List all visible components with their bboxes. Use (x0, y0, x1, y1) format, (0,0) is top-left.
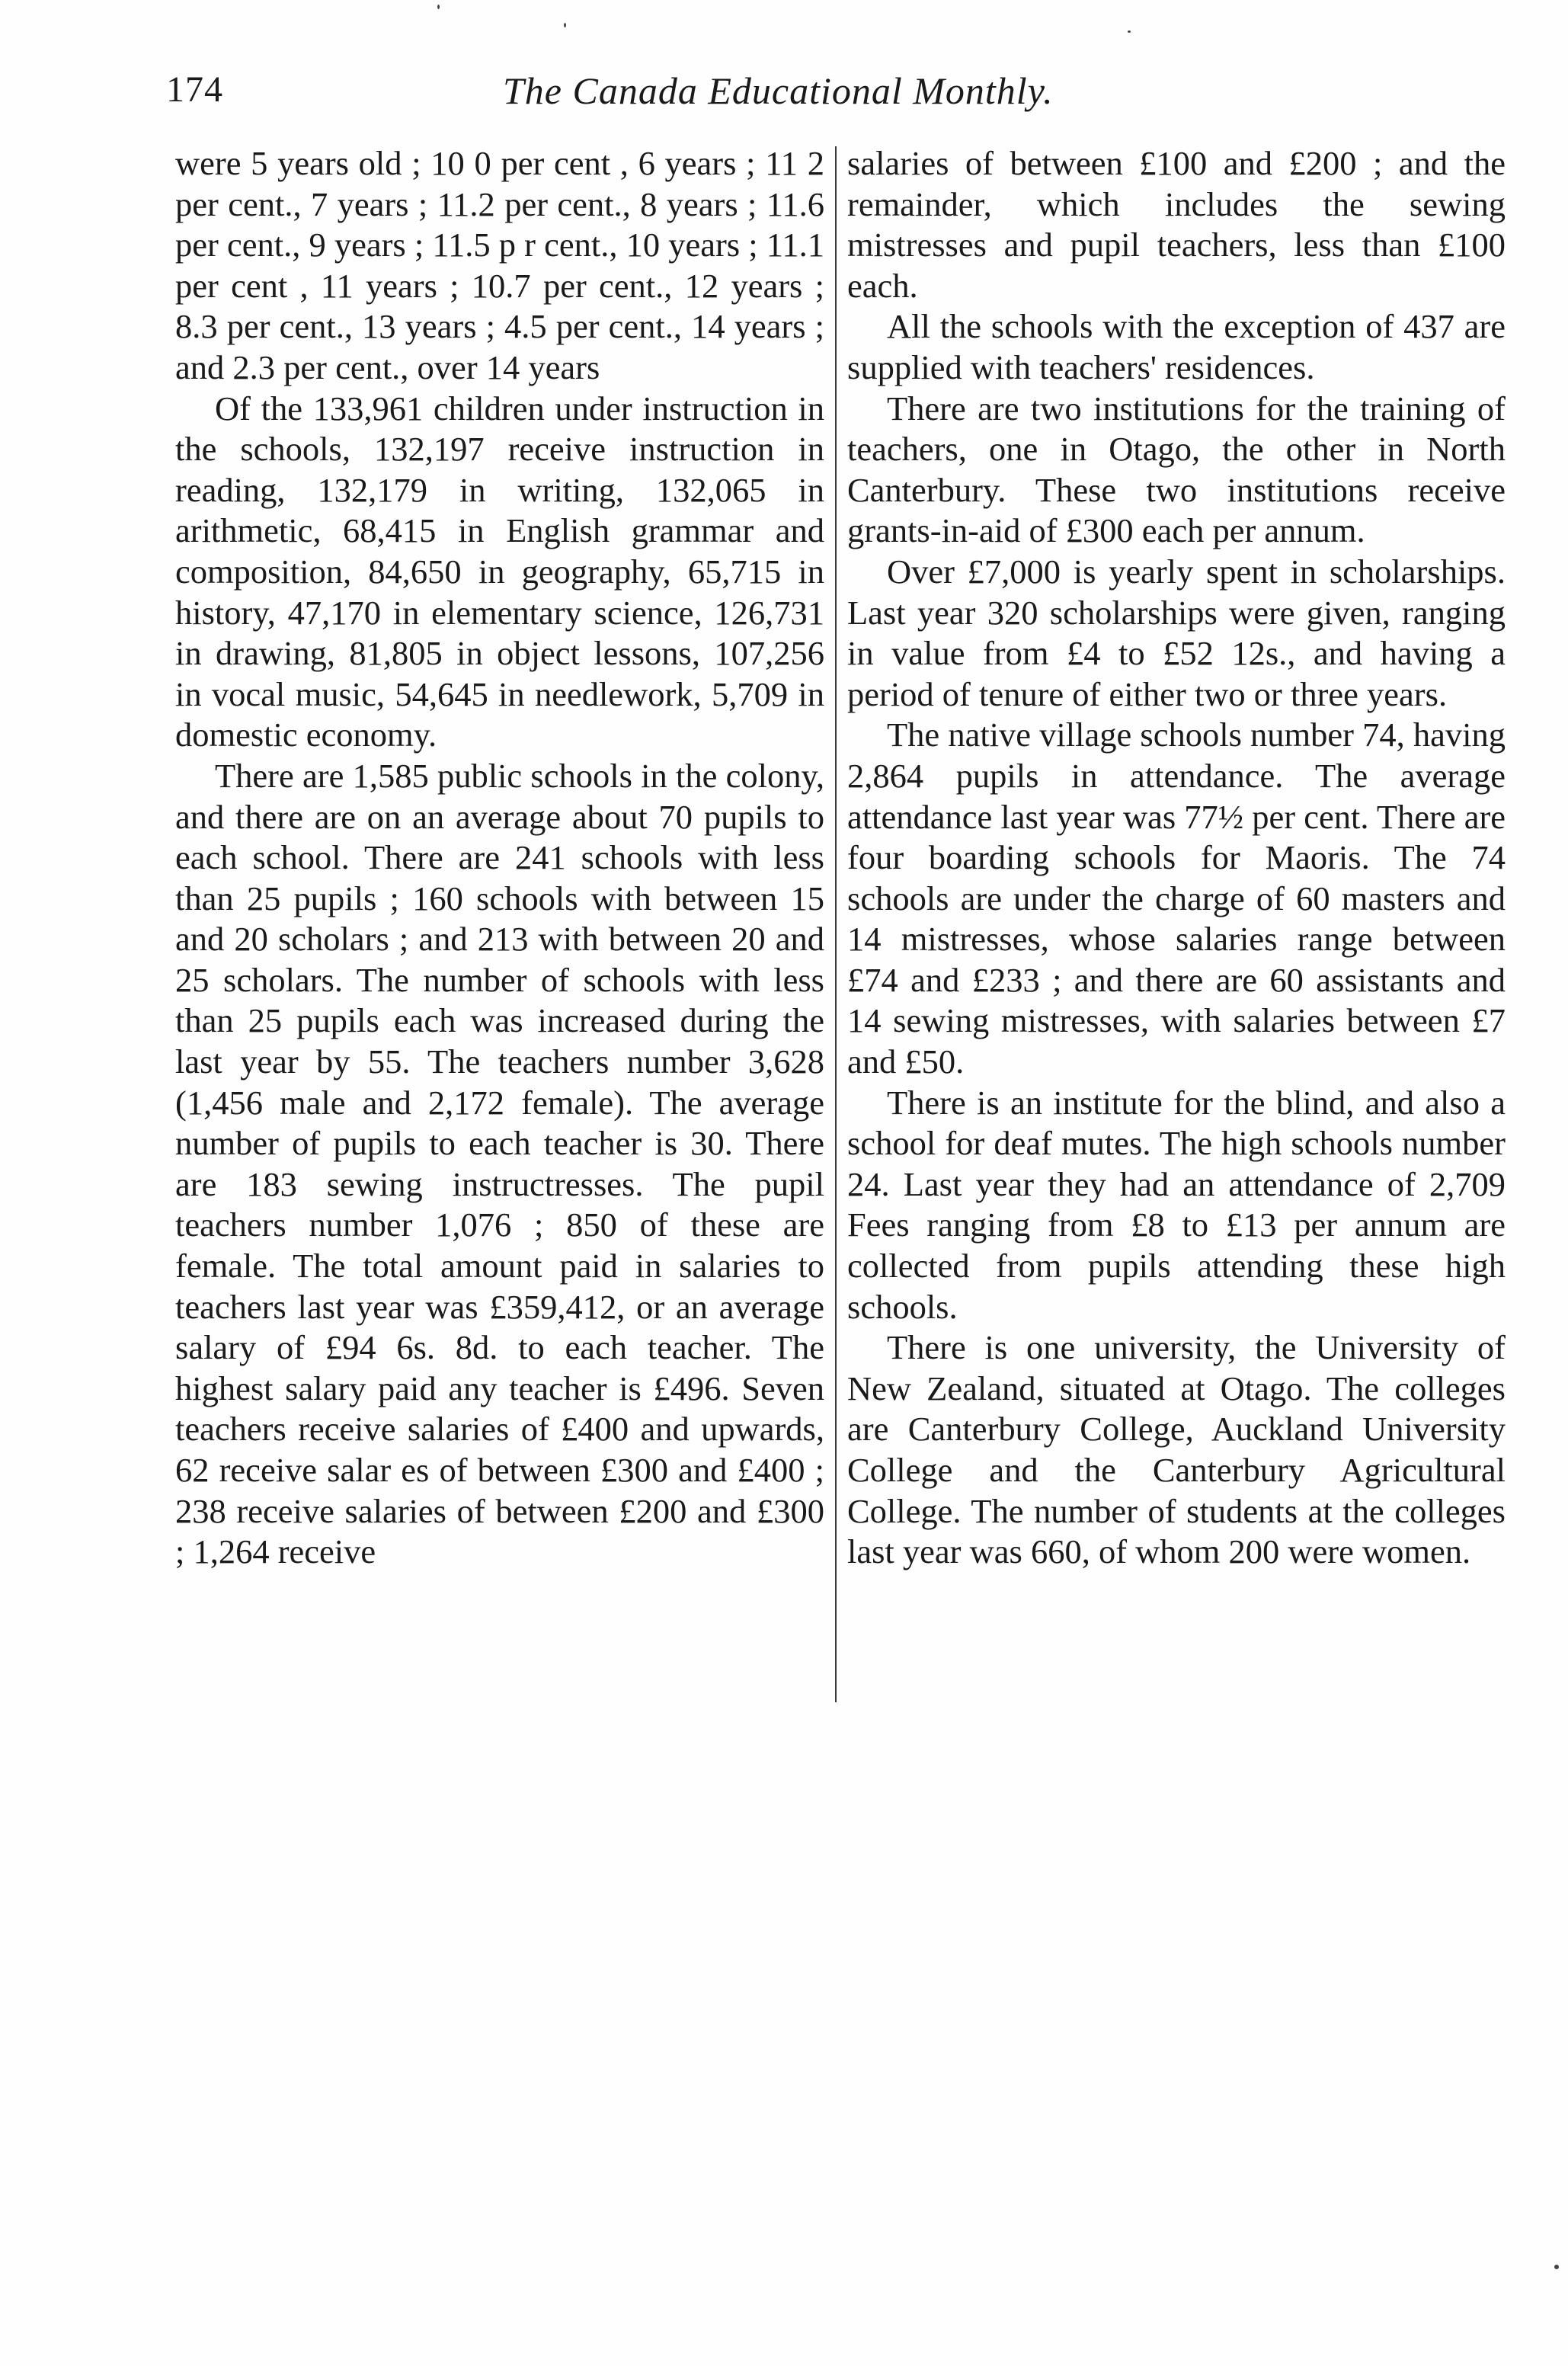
running-title: The Canada Educational Monthly. (503, 69, 1054, 112)
scan-speck (1554, 2265, 1559, 2269)
right-column (847, 143, 1506, 1573)
scan-speck (437, 5, 440, 9)
paragraph: Over £7,000 is yearly spent in scholarships. Last year 320 scholarships were given, ranging in value from £4 to £52 12s., and having a period of tenure of either two or three years. (847, 552, 1506, 713)
paragraph: Of the 133,961 children under instruction in the schools, 132,197 receive instruction in reading, 132,179 in writing, 132,065 in arithmetic, 68,415 in English grammar and composition, 84,650 in geography, 65,715 in history, 47,170 in elementary science, 126,731 in drawing, 81,805 in object lessons, 107,256 in vocal music, 54,645 in needlework, 5,709 in domestic economy. (175, 389, 824, 754)
left-column (175, 143, 824, 1573)
paragraph: There is one university, the University of New Zealand, situated at Otago. The colleges are Canterbury College, Auckland University College and the Canterbury Agricultural College. The number of students at the colleges last year was 660, of whom 200 were women. (847, 1328, 1506, 1571)
page-number: 174 (166, 69, 223, 110)
column-divider (835, 146, 837, 1702)
paragraph: There is an institute for the blind, and also a school for deaf mutes. The high schools number 24. Last year they had an attendance of 2,709 Fees ranging from £8 to £13 per annum are collected from pupils attending these high schools. (847, 1083, 1506, 1326)
paragraph: All the schools with the exception of 437 are supplied with teachers' residences. (847, 307, 1506, 386)
paragraph: The native village schools number 74, having 2,864 pupils in attendance. The average attendance last year was 77½ per cent. There are four boarding schools for Maoris. The 74 schools are under the charge of 60 masters and 14 mistresses, whose salaries range between £74 and £233 ; and there are 60 assistants and 14 sewing mistresses, with salaries between £7 and £50. (847, 716, 1506, 1081)
scan-speck (564, 23, 566, 27)
paragraph: salaries of between £100 and £200 ; and the remainder, which includes the sewing mistresses and pupil teachers, less than £100 each. (847, 144, 1506, 305)
page-header (0, 59, 1568, 120)
paragraph: There are 1,585 public schools in the colony, and there are on an average about 70 pupils to each school. There are 241 schools with less than 25 pupils ; 160 schools with between 15 and 20 scholars ; and 213 with between 20 and 25 scholars. The number of schools with less than 25 pupils each was increased during the last year by 55. The teachers number 3,628 (1,456 male and 2,172 female). The average number of pupils to each teacher is 30. There are 183 sewing instructresses. The pupil teachers number 1,076 ; 850 of these are female. The total amount paid in salaries to teachers last year was £359,412, or an average salary of £94 6s. 8d. to each teacher. The highest salary paid any teacher is £496. Seven teachers receive salaries of £400 and upwards, 62 receive salar es of between £300 and £400 ; 238 receive salaries of between £200 and £300 ; 1,264 receive (175, 756, 824, 1571)
paragraph: There are two institutions for the training of teachers, one in Otago, the other in North Canterbury. These two institutions receive grants-in-aid of £300 each per annum. (847, 389, 1506, 550)
scan-speck (1128, 30, 1131, 33)
paragraph: were 5 years old ; 10 0 per cent , 6 years ; 11 2 per cent., 7 years ; 11.2 per cent., 8 years ; 11.6 per cent., 9 years ; 11.5 p r cent., 10 years ; 11.1 per cent , 11 years ; 10.7 per cent., 12 years ; 8.3 per cent., 13 years ; 4.5 per cent., 14 years ; and 2.3 per cent., over 14 years (175, 144, 824, 386)
